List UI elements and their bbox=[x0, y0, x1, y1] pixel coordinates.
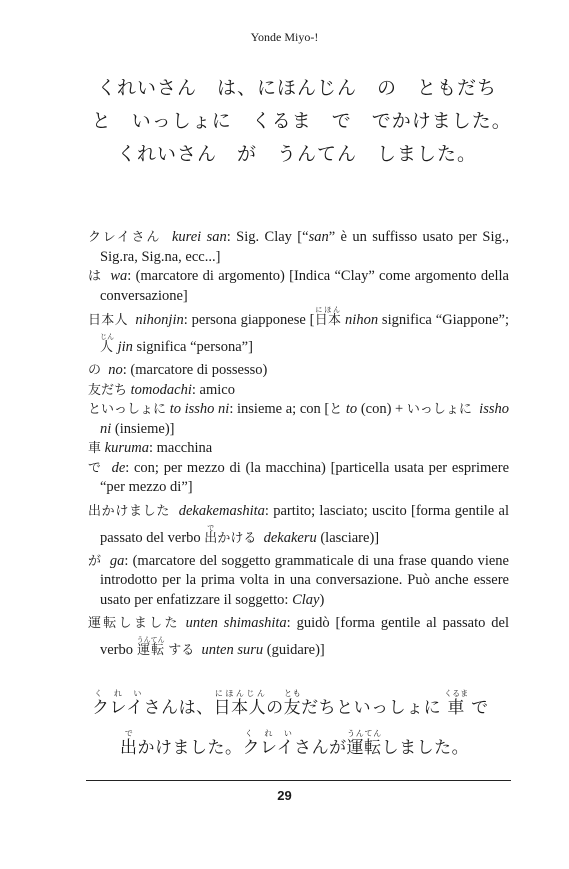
vocab-romaji: wa bbox=[110, 268, 128, 284]
footer-rule bbox=[86, 780, 511, 781]
vocab-definition: : (marcatore di possesso) bbox=[122, 362, 268, 378]
vocab-note: (con) + bbox=[357, 401, 407, 417]
vocab-romaji: issho ni bbox=[100, 401, 509, 437]
furigana-reading: にほん bbox=[314, 306, 341, 314]
vocab-entry bbox=[88, 400, 509, 439]
vocab-romaji: dekakemashita bbox=[178, 502, 265, 519]
summary-text: で bbox=[471, 698, 489, 718]
vocab-romaji: to bbox=[345, 401, 358, 417]
vocab-romaji: unten shimashita bbox=[185, 615, 287, 631]
summary-text: かけました。 bbox=[137, 738, 243, 758]
furigana-word: 運転うんてん bbox=[136, 636, 165, 658]
furigana-reading: くるま bbox=[444, 689, 469, 698]
vocab-term: で bbox=[88, 460, 103, 476]
vocab-romaji: jin bbox=[117, 339, 133, 355]
vocab-term: の bbox=[88, 363, 102, 378]
furigana-word: 日本にほん bbox=[314, 306, 342, 328]
furigana-word: 出で bbox=[204, 523, 218, 546]
vocab-romaji: unten suru bbox=[201, 642, 264, 658]
vocab-term: 車 bbox=[88, 441, 102, 456]
vocabulary-list bbox=[88, 228, 509, 664]
vocab-term: は bbox=[88, 269, 102, 284]
vocab-term: クレイさん bbox=[88, 230, 162, 245]
vocab-romaji: kuruma bbox=[104, 440, 149, 456]
vocab-definition: : con; per mezzo di (la macchina) [particella usata per esprimere “per mezzo di”] bbox=[100, 459, 510, 495]
vocab-definition: : insieme a; con [ bbox=[229, 401, 330, 417]
vocab-note: (lasciare)] bbox=[316, 529, 380, 546]
vocab-entry bbox=[88, 610, 509, 664]
summary-text: の bbox=[266, 698, 284, 718]
vocab-note: (guidare)] bbox=[263, 642, 325, 658]
vocab-term: 出かけました bbox=[88, 503, 171, 519]
vocab-term: が bbox=[88, 553, 102, 569]
summary-line bbox=[92, 728, 512, 768]
furigana-word: クレイく れ い bbox=[92, 689, 144, 718]
summary-text: さんが bbox=[294, 738, 347, 758]
furigana-reading: とも bbox=[283, 689, 302, 698]
vocab-term: 運転しました bbox=[88, 616, 180, 631]
furigana-reading: にほんじん bbox=[213, 689, 267, 698]
vocab-term: かける bbox=[217, 530, 257, 546]
vocab-entry bbox=[88, 228, 509, 267]
vocab-romaji: de bbox=[111, 459, 126, 476]
vocab-entry bbox=[88, 381, 509, 401]
furigana-reading: で bbox=[204, 523, 218, 532]
summary-text: だちといっしょに bbox=[301, 698, 442, 718]
summary-line bbox=[92, 688, 512, 728]
vocab-romaji: nihonjin bbox=[135, 312, 184, 328]
furigana-reading: うんてん bbox=[346, 729, 382, 738]
vocab-definition: : (marcatore del soggetto grammaticale di una frase quando viene introdotto per la prima volta in una conversazione. Può anche essere usato per enfatizzare il soggetto: bbox=[100, 552, 509, 608]
vocab-definition: : (marcatore di argomento) [Indica “Clay” come argomento della conversazione] bbox=[100, 268, 509, 304]
vocab-note-italic: san bbox=[308, 229, 329, 245]
vocab-romaji: ga bbox=[109, 552, 125, 569]
vocab-note: (insieme)] bbox=[111, 420, 175, 437]
vocab-note-italic: Clay bbox=[292, 591, 320, 608]
vocab-definition: : guidò [forma gentile al passato del verbo bbox=[100, 615, 509, 658]
furigana-reading: く れ い bbox=[92, 689, 144, 698]
vocab-entry bbox=[88, 267, 509, 306]
vocab-term: 友だち bbox=[88, 382, 128, 398]
vocab-entry bbox=[88, 306, 509, 361]
furigana-reading: じん bbox=[100, 333, 114, 341]
furigana-word: 運転うんてん bbox=[346, 729, 382, 758]
furigana-word: 出で bbox=[120, 729, 138, 758]
furigana-word: 友とも bbox=[283, 689, 302, 718]
furigana-reading: うんてん bbox=[136, 636, 165, 644]
furigana-reading: で bbox=[120, 729, 138, 738]
vocab-note: ” è un suffisso usato per Sig., Sig.ra, Sig.na, ecc...] bbox=[100, 229, 509, 265]
vocab-romaji: kurei san bbox=[171, 229, 227, 245]
furigana-word: クレイく れ い bbox=[242, 729, 295, 758]
vocab-term: いっしょに bbox=[406, 402, 472, 417]
vocab-romaji: nihon bbox=[345, 312, 379, 328]
vocab-definition: : partito; lasciato; uscito [forma gentile al passato del verbo bbox=[100, 502, 509, 546]
vocab-entry bbox=[88, 459, 509, 498]
vocab-romaji: to issho ni bbox=[169, 401, 230, 417]
vocab-romaji: tomodachi bbox=[130, 381, 192, 398]
vocab-term: といっしょに bbox=[88, 402, 167, 417]
vocab-entry bbox=[88, 361, 509, 381]
main-japanese-sentence: くれいさん は、にほんじん の ともだち と いっしょに くるま で でかけました。 くれいさん が うんてん しました。 bbox=[91, 77, 523, 165]
vocab-definition: : macchina bbox=[148, 440, 213, 456]
furigana-word: 人じん bbox=[100, 333, 114, 355]
furigana-word: 車くるま bbox=[444, 689, 469, 718]
vocab-romaji: dekakeru bbox=[263, 529, 317, 546]
vocab-term: と bbox=[329, 402, 343, 417]
vocab-entry bbox=[88, 439, 509, 459]
vocab-definition: : Sig. Clay [“ bbox=[226, 229, 309, 245]
vocab-note: significa “persona”] bbox=[132, 339, 253, 355]
summary-sentence bbox=[92, 688, 512, 768]
vocab-note: ) bbox=[319, 591, 325, 608]
furigana-word: 日本人にほんじん bbox=[213, 689, 267, 718]
vocab-entry bbox=[88, 552, 509, 611]
summary-text: しました。 bbox=[381, 738, 470, 758]
vocab-romaji: no bbox=[108, 362, 123, 378]
vocab-term: 日本人 bbox=[88, 313, 128, 328]
furigana-reading: く れ い bbox=[242, 729, 295, 738]
page-number: 29 bbox=[277, 788, 292, 803]
vocab-note: significa “Giappone”; bbox=[378, 312, 509, 328]
vocab-definition: : persona giapponese [ bbox=[183, 312, 315, 328]
vocab-definition: : amico bbox=[191, 381, 235, 398]
summary-text: さんは、 bbox=[143, 698, 214, 718]
running-head: Yonde Miyo-! bbox=[250, 30, 319, 44]
vocab-term: する bbox=[168, 643, 195, 658]
vocab-entry bbox=[88, 498, 509, 552]
